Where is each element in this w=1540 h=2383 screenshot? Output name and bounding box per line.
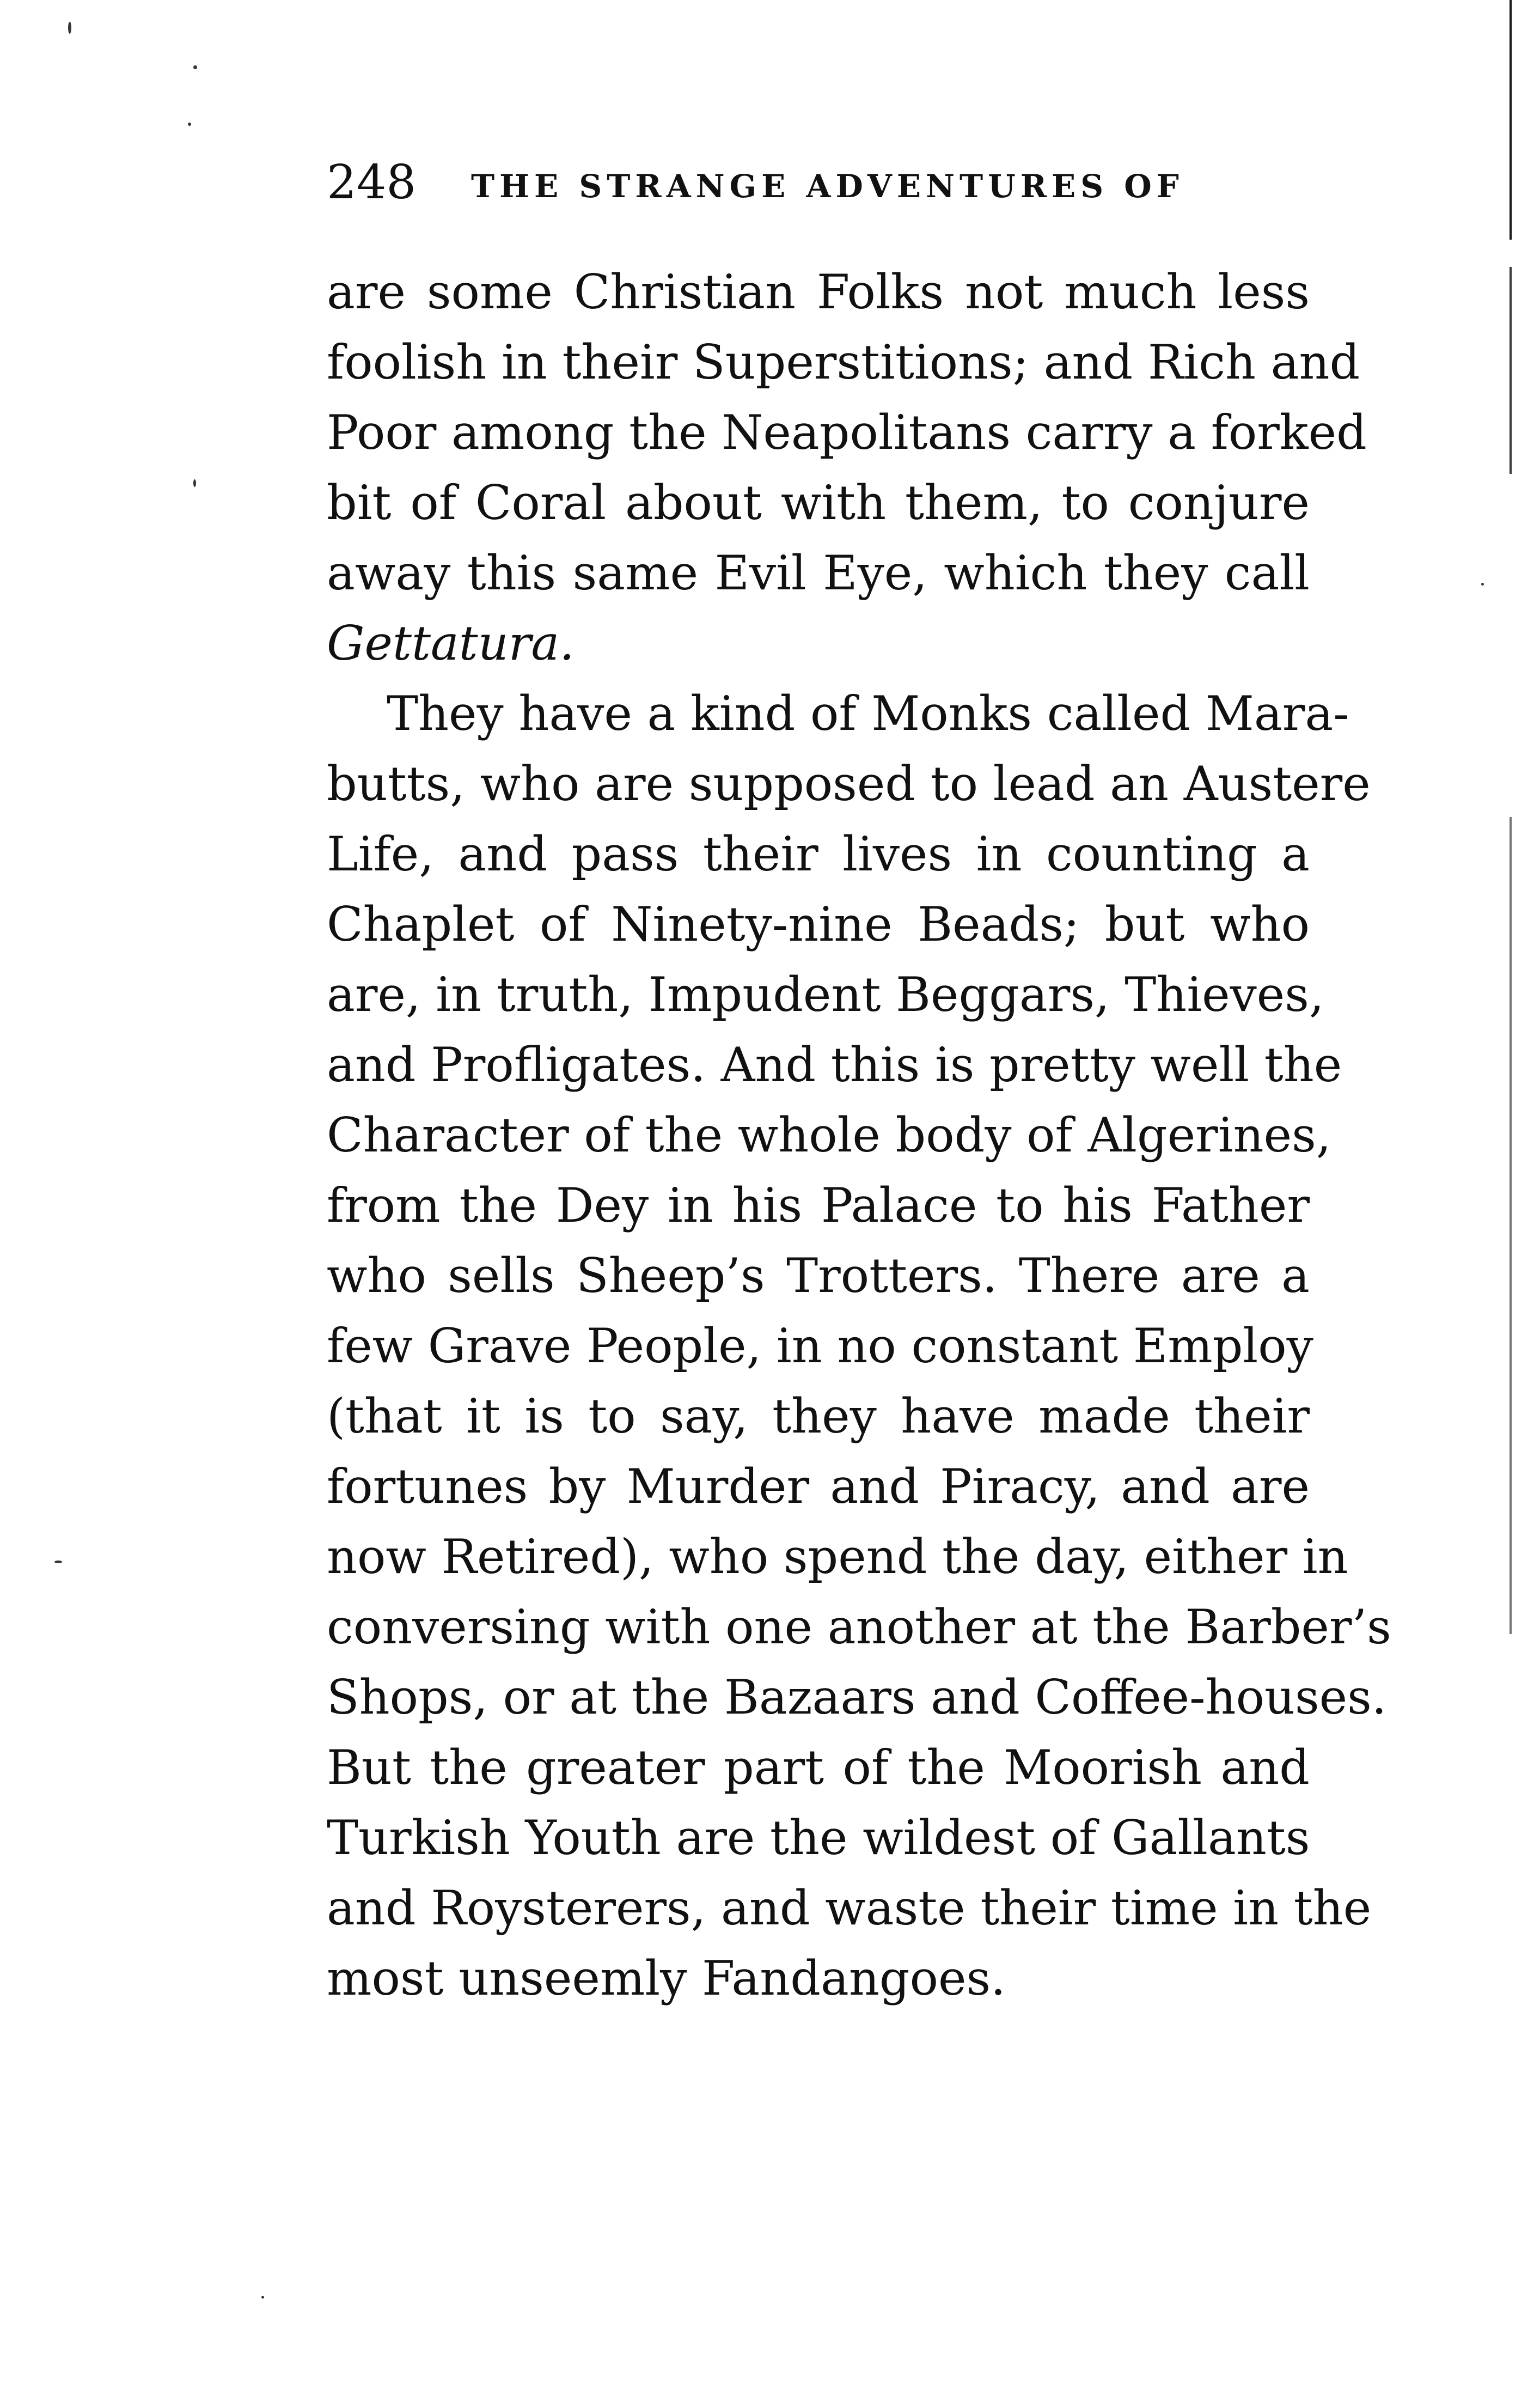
- text-line: are some Christian Folks not much less: [327, 264, 1310, 320]
- text-line: are, in truth, Impudent Beggars, Thieves,: [327, 967, 1324, 1022]
- text-line: and Profligates. And this is pretty well the: [327, 1037, 1342, 1093]
- running-head: THE STRANGE ADVENTURES OF: [471, 168, 1184, 205]
- text-line: foolish in their Superstitions; and Rich and: [327, 334, 1360, 390]
- text-line: (that it is to say, they have made their: [327, 1388, 1310, 1444]
- text-line: But the greater part of the Moorish and: [327, 1740, 1310, 1795]
- text-line: fortunes by Murder and Piracy, and are: [327, 1459, 1310, 1514]
- text-line: They have a kind of Monks called Mara-: [387, 686, 1349, 741]
- text-line: Character of the whole body of Algerines,: [327, 1107, 1331, 1163]
- text-line: who sells Sheep’s Trotters. There are a: [327, 1248, 1310, 1303]
- text-line: bit of Coral about with them, to conjure: [327, 475, 1310, 531]
- text-line: Chaplet of Ninety-nine Beads; but who: [327, 897, 1310, 952]
- text-line: Life, and pass their lives in counting a: [327, 826, 1310, 882]
- page-number: 248: [327, 155, 417, 210]
- scan-edge-line: [1510, 267, 1512, 474]
- scan-edge-line: [1510, 0, 1512, 240]
- text-line: and Roysterers, and waste their time in the: [327, 1880, 1372, 1936]
- text-line: Poor among the Neapolitans carry a forked: [327, 405, 1367, 460]
- text-line: conversing with one another at the Barber’s: [327, 1599, 1391, 1655]
- text-line: away this same Evil Eye, which they call: [327, 545, 1310, 601]
- text-line: butts, who are supposed to lead an Austere: [327, 756, 1371, 812]
- scan-edge-line: [1510, 817, 1512, 1634]
- text-line: Shops, or at the Bazaars and Coffee-houses.: [327, 1669, 1387, 1725]
- page-header: [327, 155, 1307, 221]
- text-line: most unseemly Fandangoes.: [327, 1951, 1006, 2006]
- text-line: Turkish Youth are the wildest of Gallants: [327, 1810, 1310, 1866]
- body-text: [327, 257, 1391, 2014]
- paragraph: [327, 257, 1367, 679]
- text-line: few Grave People, in no constant Employ: [327, 1318, 1313, 1374]
- text-line: from the Dey in his Palace to his Father: [327, 1178, 1310, 1233]
- italic-word-line: Gettatura.: [327, 615, 575, 671]
- text-line: now Retired), who spend the day, either in: [327, 1529, 1348, 1584]
- paragraph: [327, 679, 1391, 2014]
